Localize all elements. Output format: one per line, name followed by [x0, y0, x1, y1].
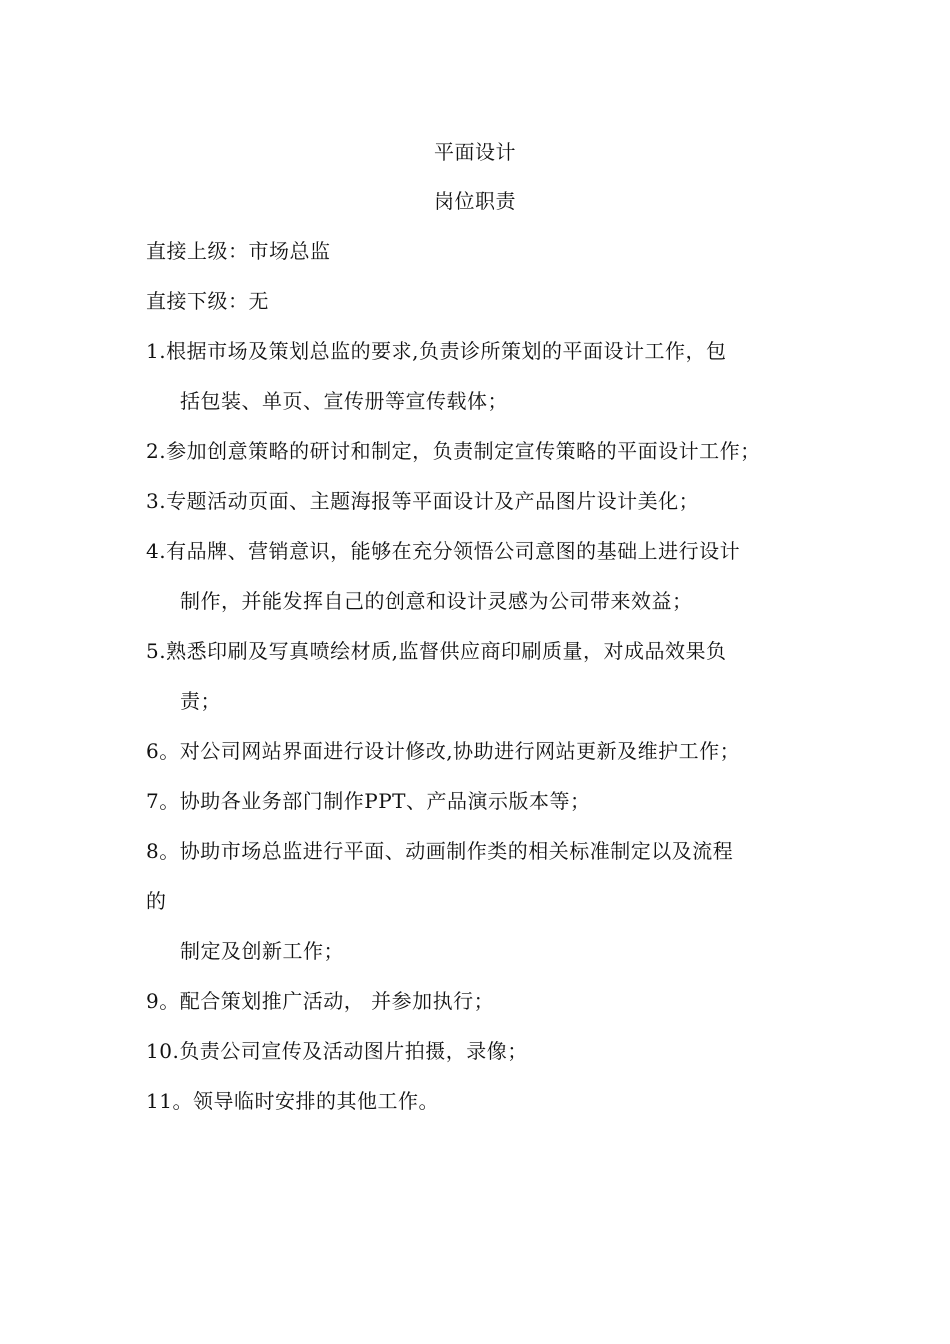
duty-item-8-cont: 的 [146, 889, 167, 913]
duty-item-9 [146, 988, 494, 1014]
duty-item-text: 有品牌、营销意识，能够在充分领悟公司意图的基础上进行设计 [166, 539, 741, 563]
duty-item-5-cont: 责； [180, 689, 221, 713]
duty-item-text: 配合策划推广活动， 并参加执行； [179, 989, 495, 1013]
duty-item-11 [146, 1088, 439, 1114]
duty-item-3 [146, 488, 699, 514]
duty-item-7 [146, 788, 591, 814]
duty-item-text: 熟悉印刷及写真喷绘材质,监督供应商印刷质量，对成品效果负 [166, 639, 727, 663]
duty-item-number: 10. [146, 1039, 180, 1063]
document-subtitle: 岗位职责 [434, 189, 516, 213]
duty-item-number: 5. [146, 639, 167, 663]
duty-item-4-cont: 制作，并能发挥自己的创意和设计灵感为公司带来效益； [180, 589, 693, 613]
duty-item-number: 11。 [146, 1089, 193, 1113]
duty-item-8 [146, 838, 733, 864]
duty-item-number: 3. [146, 489, 167, 513]
duty-item-8-cont2: 制定及创新工作； [180, 939, 344, 963]
duty-item-number: 4. [146, 539, 167, 563]
superior-line: 直接上级：市场总监 [146, 239, 331, 263]
duty-item-number: 8。 [146, 839, 180, 863]
document-title: 平面设计 [434, 140, 516, 164]
duty-item-text: 对公司网站界面进行设计修改,协助进行网站更新及维护工作； [179, 739, 741, 763]
duty-item-number: 1. [146, 339, 167, 363]
duty-item-4 [146, 538, 740, 564]
duty-item-10 [146, 1038, 528, 1064]
duty-item-2 [146, 438, 761, 464]
duty-item-text: 负责公司宣传及活动图片拍摄，录像； [179, 1039, 528, 1063]
duty-item-text: 根据市场及策划总监的要求,负责诊所策划的平面设计工作，包 [166, 339, 727, 363]
duty-item-6 [146, 738, 740, 764]
duty-item-text: 参加创意策略的研讨和制定，负责制定宣传策略的平面设计工作； [166, 439, 761, 463]
duty-item-number: 6。 [146, 739, 180, 763]
duty-item-1-cont: 括包装、单页、宣传册等宣传载体； [180, 389, 508, 413]
duty-item-text: 专题活动页面、主题海报等平面设计及产品图片设计美化； [166, 489, 700, 513]
duty-item-number: 2. [146, 439, 167, 463]
duty-item-text: 协助市场总监进行平面、动画制作类的相关标准制定以及流程 [179, 839, 734, 863]
subordinate-line: 直接下级：无 [146, 289, 269, 313]
duty-item-number: 9。 [146, 989, 180, 1013]
duty-item-5 [146, 638, 726, 664]
duty-item-1 [146, 338, 726, 364]
duty-item-text: 领导临时安排的其他工作。 [192, 1089, 439, 1113]
duty-item-number: 7。 [146, 789, 180, 813]
duty-item-text: 协助各业务部门制作PPT、产品演示版本等； [179, 789, 591, 813]
